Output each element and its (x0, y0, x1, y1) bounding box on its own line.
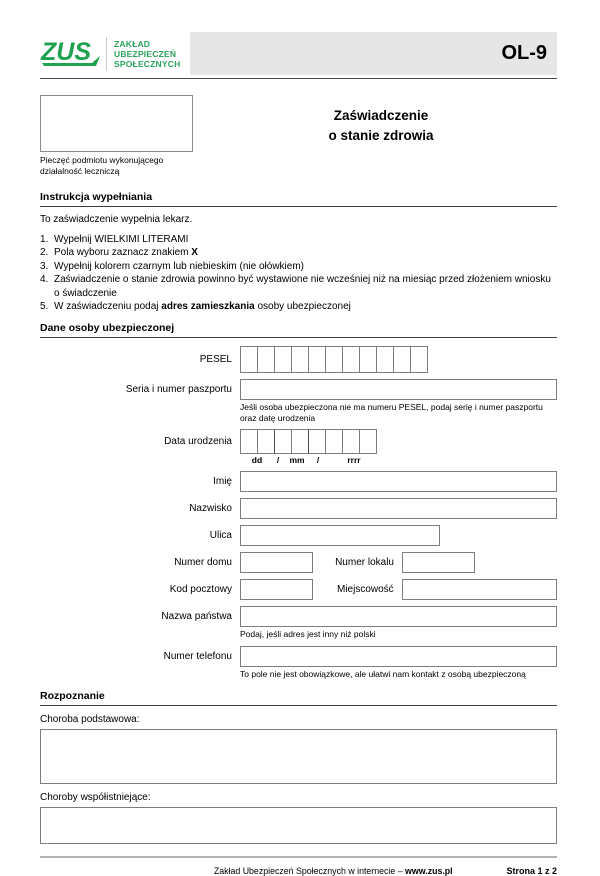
birth-date-row (40, 429, 557, 454)
form-code: OL-9 (501, 42, 547, 64)
country-input[interactable] (240, 606, 557, 627)
input-cell[interactable] (359, 346, 377, 373)
instruction-item: 3. Wypełnij kolorem czarnym lub niebieskim (nie ołówkiem) (40, 260, 304, 272)
input-cell[interactable] (291, 429, 309, 454)
last-name-input[interactable] (240, 498, 557, 519)
instruction-item: 2. Pola wyboru zaznacz znakiem X (40, 247, 198, 259)
first-name-label: Imię (213, 476, 232, 488)
instructions-heading: Instrukcja wypełniania (40, 191, 557, 207)
phone-label: Numer telefonu (163, 650, 232, 662)
instructions-intro: To zaświadczenie wypełnia lekarz. (40, 214, 193, 225)
org-name-line: SPOŁECZNYCH (114, 58, 181, 69)
flat-no-label: Numer lokalu (335, 557, 394, 569)
country-label: Nazwa państwa (161, 611, 232, 623)
postal-code-label: Kod pocztowy (169, 584, 232, 596)
sublabel-rrrr: rrrr (347, 455, 361, 466)
input-cell[interactable] (376, 346, 394, 373)
footer-site-url: www.zus.pl (405, 866, 453, 876)
phone-input[interactable] (240, 646, 557, 667)
pesel-row (40, 346, 557, 373)
instructions-list (40, 233, 557, 313)
instruction-item: 1. Wypełnij WIELKIMI LITERAMI (40, 234, 189, 245)
zus-logo-icon (40, 35, 102, 73)
footer-site-text: Zakład Ubezpieczeń Społecznych w internecie – www.zus.pl (213, 866, 453, 876)
input-cell[interactable] (240, 429, 258, 454)
country-row (40, 606, 557, 627)
input-cell[interactable] (257, 346, 275, 373)
insured-data-form (40, 346, 557, 679)
org-name (114, 39, 180, 69)
first-name-row (40, 471, 557, 492)
zus-logo (40, 32, 190, 75)
phone-help-row (40, 669, 557, 680)
house-flat-row (40, 552, 557, 573)
passport-label: Seria i numer paszportu (125, 384, 232, 396)
house-no-input[interactable] (240, 552, 313, 573)
input-cell[interactable] (257, 429, 275, 454)
instruction-item: 4. Zaświadczenie o stanie zdrowia powinno być wystawione nie wcześniej niż na miesiąc przed złożeniem wniosku o świadczenie (40, 274, 551, 299)
section-diagnosis: Rozpoznanie (40, 690, 557, 706)
last-name-label: Nazwisko (189, 503, 232, 515)
country-help: Podaj, jeśli adres jest inny niż polski (240, 629, 376, 640)
sublabel-slash: / (276, 455, 280, 466)
passport-help-row (40, 402, 557, 423)
input-cell[interactable] (240, 346, 258, 373)
street-input[interactable] (240, 525, 440, 546)
input-cell[interactable] (359, 429, 377, 454)
sublabel-slash: / (316, 455, 320, 466)
stamp-column (40, 95, 205, 176)
logo-divider (106, 37, 107, 71)
pesel-input[interactable] (240, 346, 428, 373)
birth-date-sublabels (40, 455, 557, 465)
primary-disease-input[interactable] (40, 729, 557, 784)
header (40, 32, 557, 75)
form-code-bar (190, 32, 557, 75)
passport-help: Jeśli osoba ubezpieczona nie ma numeru PESEL, podaj serię i numer paszportu oraz datę urodzenia (240, 402, 543, 423)
country-help-row (40, 629, 557, 640)
page-footer (40, 856, 557, 876)
input-cell[interactable] (325, 429, 343, 454)
input-cell[interactable] (291, 346, 309, 373)
footer-page-number: Strona 1 z 2 (506, 866, 557, 876)
passport-row (40, 379, 557, 400)
house-no-label: Numer domu (174, 557, 232, 569)
phone-row (40, 646, 557, 667)
org-name-line: ZAKŁAD (114, 38, 151, 49)
input-cell[interactable] (342, 429, 360, 454)
flat-no-input[interactable] (402, 552, 475, 573)
instruction-item: 5. W zaświadczeniu podaj adres zamieszkania osoby ubezpieczonej (40, 301, 351, 313)
postal-code-input[interactable] (240, 579, 313, 600)
birth-date-input[interactable] (240, 429, 377, 454)
stamp-title-section (40, 95, 557, 176)
city-input[interactable] (402, 579, 557, 600)
birth-date-label: Data urodzenia (164, 436, 232, 448)
primary-disease-label: Choroba podstawowa: (40, 714, 140, 726)
input-cell[interactable] (342, 346, 360, 373)
input-cell[interactable] (325, 346, 343, 373)
input-cell[interactable] (274, 346, 292, 373)
street-label: Ulica (209, 530, 232, 542)
sublabel-mm: mm (289, 455, 305, 466)
form-title-line1: Zaświadczenie (333, 108, 429, 123)
city-label: Miejscowość (337, 584, 394, 596)
header-rule (40, 78, 557, 79)
postal-city-row (40, 579, 557, 600)
section-insured-data: Dane osoby ubezpieczonej (40, 322, 557, 338)
last-name-row (40, 498, 557, 519)
phone-help: To pole nie jest obowiązkowe, ale ułatwi nam kontakt z osobą ubezpieczoną (240, 668, 526, 679)
stamp-caption: Pieczęć podmiotu wykonującego działalność leczniczą (40, 155, 164, 176)
sublabel-dd: dd (251, 455, 263, 466)
passport-input[interactable] (240, 379, 557, 400)
form-title (205, 95, 557, 176)
comorbid-diseases-label: Choroby współistniejące: (40, 792, 151, 804)
form-title-line2: o stanie zdrowia (328, 128, 434, 143)
input-cell[interactable] (393, 346, 411, 373)
comorbid-diseases-input[interactable] (40, 807, 557, 844)
zus-logo-text: ZUS (41, 37, 91, 66)
input-cell[interactable] (410, 346, 428, 373)
input-cell[interactable] (308, 429, 326, 454)
street-row (40, 525, 557, 546)
input-cell[interactable] (308, 346, 326, 373)
pesel-label: PESEL (199, 354, 232, 366)
org-name-line: UBEZPIECZEŃ (114, 48, 177, 59)
first-name-input[interactable] (240, 471, 557, 492)
stamp-box (40, 95, 193, 152)
input-cell[interactable] (274, 429, 292, 454)
